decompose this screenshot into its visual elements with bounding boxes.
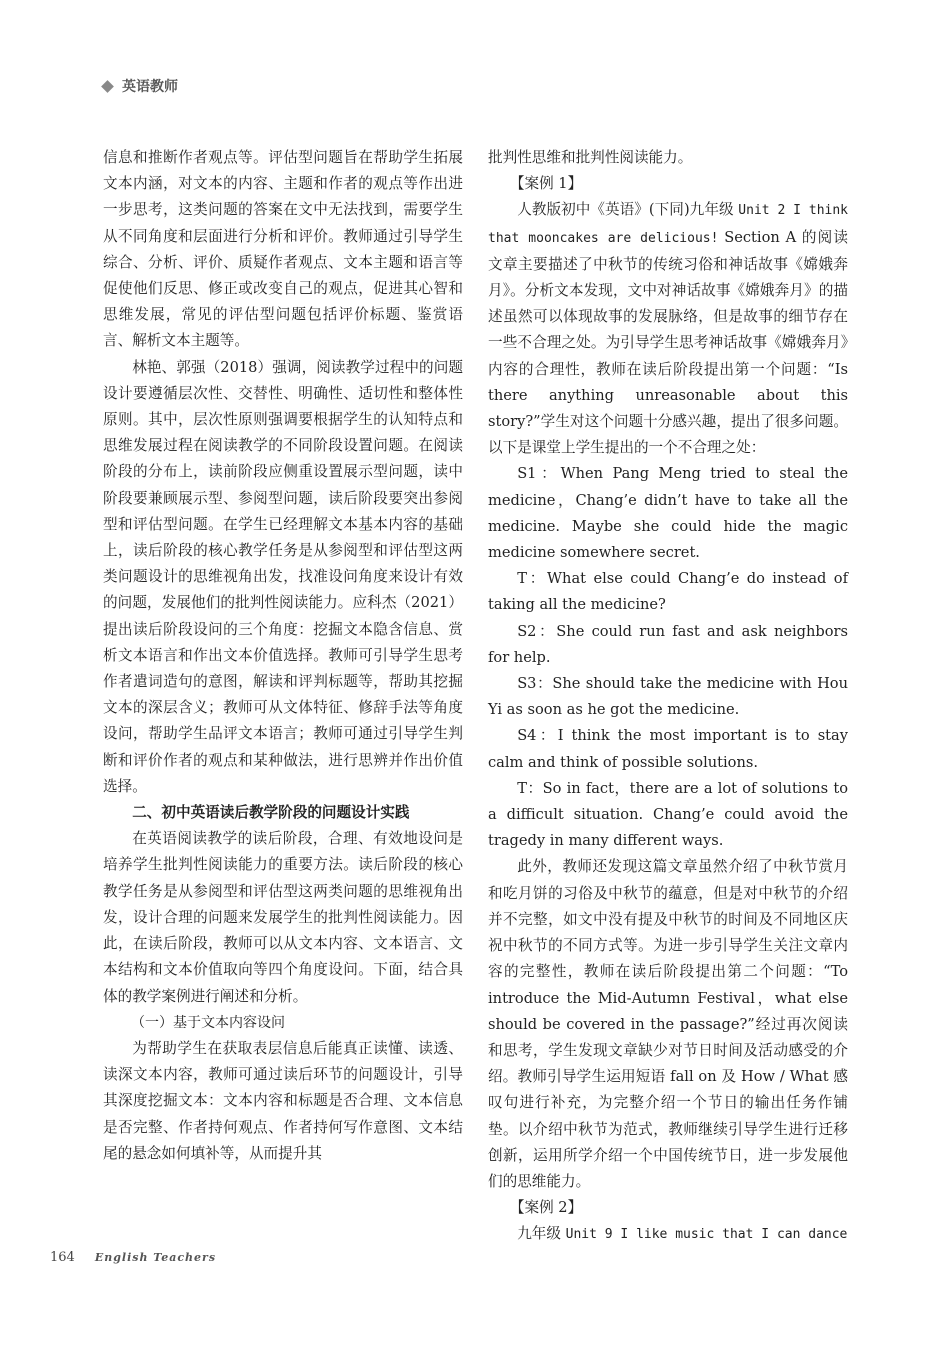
dialogue-line: T：So in fact，there are a lot of solutions to a difficult situation. Chang’e could avoid the tragedy in many different ways. [488,779,848,850]
dialogue-line: S2：She could run fast and ask neighbors for help. [488,622,848,666]
page-number: 164 [50,1250,75,1265]
left-column [103,145,463,1167]
journal-name: 英语教师 [122,79,178,95]
journal-header [103,76,178,96]
dialogue-line: T：What else could Chang’e do instead of taking all the medicine? [488,570,848,614]
case-label: 【案例 1】 [509,175,583,193]
dialogue-line: S3：She should take the medicine with Hou Yi as soon as he got the medicine. [488,675,848,719]
unit-title: Unit 2 I think that mooncakes are delicious! [488,203,849,246]
journal-name-en: English Teachers [94,1251,217,1264]
paragraph: 在英语阅读教学的读后阶段，合理、有效地设问是培养学生批判性阅读能力的重要方法。读后阶段的核心教学任务是从参阅型和评估型这两类问题的思维视角出发，设计合理的问题来发展学生的批判性阅读能力。因此，在读后阶段，教师可以从文本内容、文本语言、文本结构和文本价值取向等四个角度设问。下面，结合具体的教学案例进行阐述和分析。 [103,830,463,1005]
paragraph: 信息和推断作者观点等。评估型问题旨在帮助学生拓展文本内涵，对文本的内容、主题和作者的观点等作出进一步思考，这类问题的答案在文中无法找到，需要学生从不同角度和层面进行分析和评价。教师通过引导学生综合、分析、评价、质疑作者观点、文本主题和语言等促使他们反思、修正或改变自己的观点，促进其心智和思维发展，常见的评估型问题包括评价标题、鉴赏语言、解析文本主题等。 [103,149,463,350]
case-intro: 人教版初中《英语》(下同)九年级 [517,201,734,219]
case-intro-text: Section A 的阅读文章主要描述了中秋节的传统习俗和神话故事《嫦娥奔月》。分析文本发现，文中对神话故事《嫦娥奔月》的描述虽然可以体现故事的发展脉络，但是故事的细节存在一些不合理之处。为引导学生思考神话故事《嫦娥奔月》内容的合理性，教师在读后阶段提出第一个问题：“Is there anything unreasonable about this story?”学生对这个问题十分感兴趣，提出了很多问题。以下是课堂上学生提出的一个不合理之处： [488,228,848,457]
unit-title: Unit 9 I like music that I can dance [565,1227,848,1243]
paragraph [488,1221,848,1248]
subsection-heading: （一）基于文本内容设问 [131,1014,285,1031]
dialogue-line: S4：I think the most important is to stay calm and think of possible solutions. [488,727,848,771]
diamond-icon [101,80,114,93]
paragraph: 林艳、郭强（2018）强调，阅读教学过程中的问题设计要遵循层次性、交替性、明确性、适切性和整体性原则。其中，层次性原则强调要根据学生的认知特点和思维发展过程在阅读教学的不同阶段设置问题。在阅读阶段的分布上，读前阶段应侧重设置展示型问题，读中阶段要兼顾展示型、参阅型问题，读后阶段要突出参阅型和评估型问题。在学生已经理解文本基本内容的基础上，读后阶段的核心教学任务是从参阅型和评估型这两类问题设计的思维视角出发，找准设问角度来设计有效的问题，发展他们的批判性阅读能力。应科杰（2021）提出读后阶段设问的三个角度：挖掘文本隐含信息、赏析文本语言和作出文本价值选择。教师可引导学生思考作者遣词造句的意图，解读和评判标题等，帮助其挖掘文本的深层含义；教师可从文体特征、修辞手法等角度设问，帮助学生品评文本语言；教师可通过引导学生判断和评价作者的观点和某种做法，进行思辨并作出价值选择。 [103,358,463,795]
case-label: 【案例 2】 [509,1199,583,1217]
case-intro: 九年级 [517,1225,561,1243]
paragraph [488,197,848,461]
section-heading: 二、初中英语读后教学阶段的问题设计实践 [132,804,410,822]
page-footer [50,1250,216,1265]
dialogue-line: S1：When Pang Meng tried to steal the medicine，Chang’e didn’t have to take all the medicine. Maybe she could hide the magic medicine somewhere secret. [488,465,848,562]
paragraph: 为帮助学生在获取表层信息后能真正读懂、读透、读深文本内容，教师可通过读后环节的问题设计，引导其深度挖掘文本：文本内容和标题是否合理、文本信息是否完整、作者持何观点、作者持何写作意图、文本结尾的悬念如何填补等，从而提升其 [103,1039,463,1162]
paragraph: 此外，教师还发现这篇文章虽然介绍了中秋节赏月和吃月饼的习俗及中秋节的蕴意，但是对中秋节的介绍并不完整，如文中没有提及中秋节的时间及不同地区庆祝中秋节的不同方式等。为进一步引导学生关注文章内容的完整性，教师在读后阶段提出第二个问题：“To introduce the Mid-Autumn Festival，what else should be covered in the passage?”经过再次阅读和思考，学生发现文章缺少对节日时间及活动感受的介绍。教师引导学生运用短语 fall on 及 How / What 感叹句进行补充，为完整介绍一个节日的输出任务作铺垫。以介绍中秋节为范式，教师继续引导学生进行迁移创新，运用所学介绍一个中国传统节日，进一步发展他们的思维能力。 [488,858,848,1190]
right-column [488,145,848,1249]
paragraph: 批判性思维和批判性阅读能力。 [488,149,693,166]
